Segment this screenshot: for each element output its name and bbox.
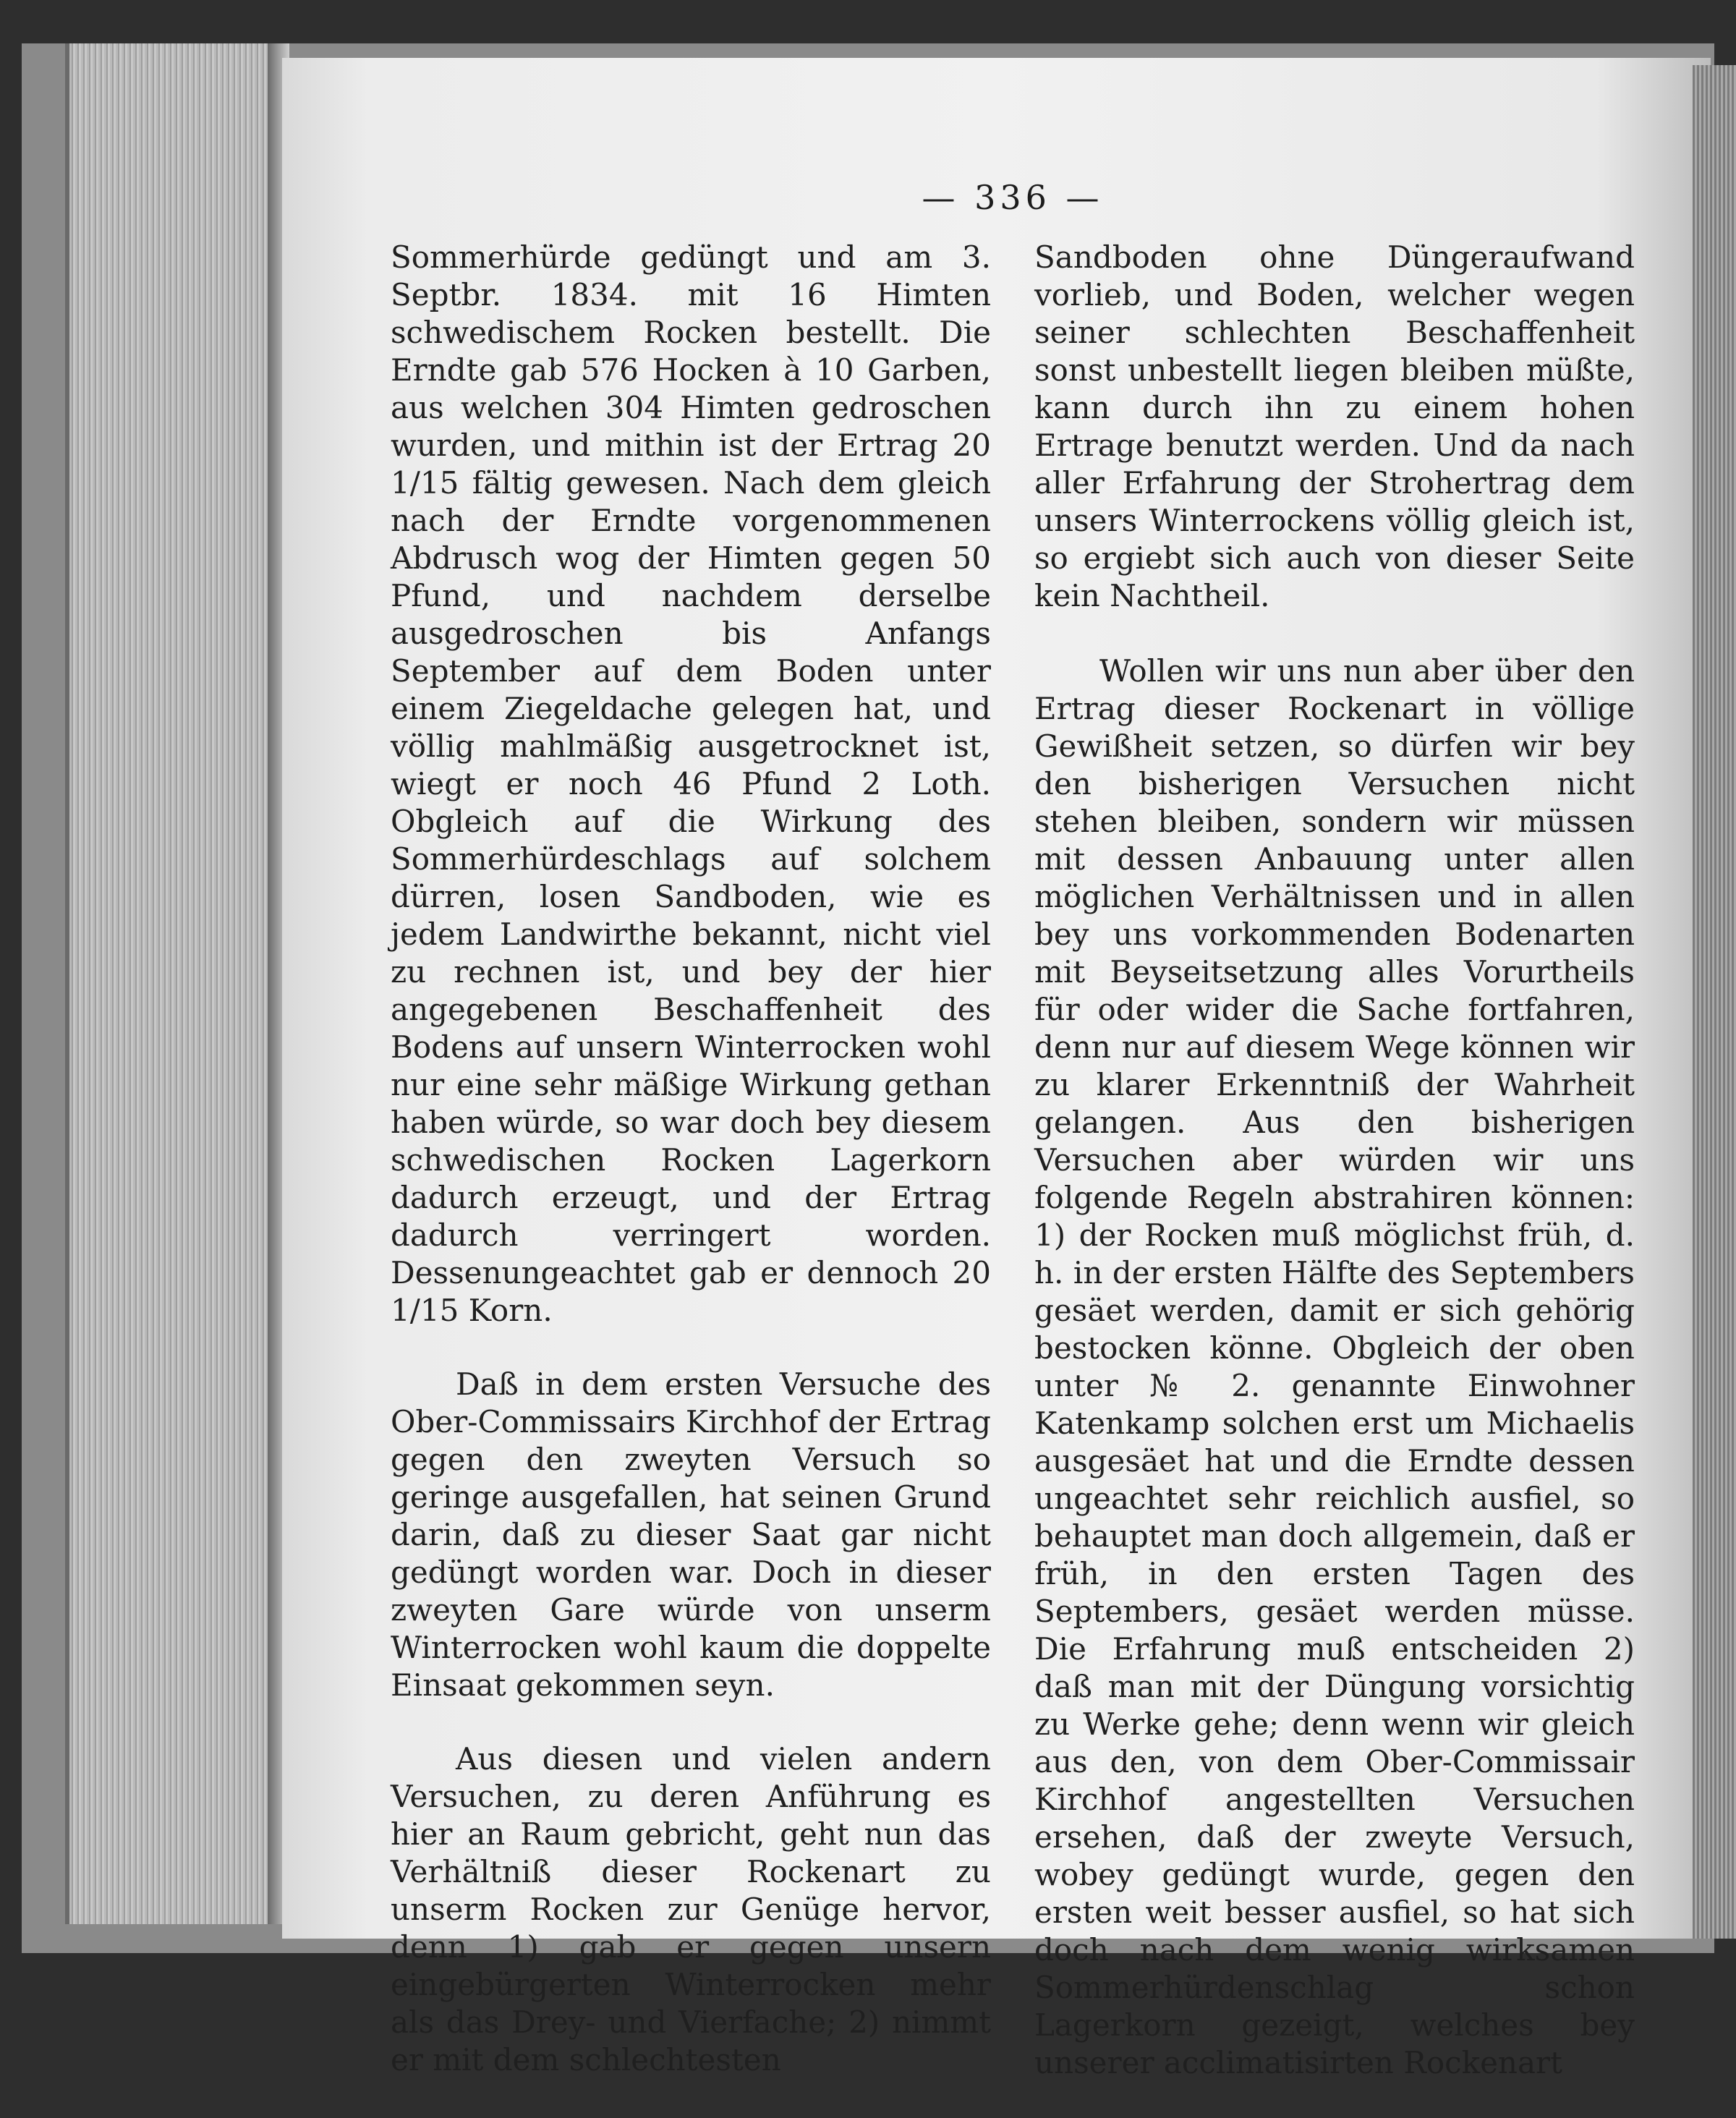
paragraph: Wollen wir uns nun aber über den Ertrag dieser Rockenart in völlige Gewißheit setzen, so dürfen wir bey den bisherigen Versuchen nicht stehen bleiben, sondern wir müssen mit dessen Anbauung unter allen möglichen Verhältnissen und in allen bey uns vorkommenden Bodenarten mit Beyseitsetzung alles Vorurtheils für oder wider die Sache fortfahren, denn nur auf diesem Wege können wir zu klarer Erkenntniß der Wahrheit gelangen. Aus den bisherigen Versuchen aber würden wir uns folgende Regeln abstrahiren können: 1) der Rocken muß möglichst früh, d. h. in der ersten Hälfte des Septembers gesäet werden, damit er sich gehörig bestocken könne. Obgleich der oben unter № 2. genannte Einwohner Katenkamp solchen erst um Michaelis ausgesäet hat und die Erndte dessen ungeachtet sehr reichlich ausfiel, so behauptet man doch allgemein, daß er früh, in den ersten Tagen des Septembers, gesäet werden müsse. Die Erfahrung muß entscheiden 2) daß man mit der Düngung vorsichtig zu Werke gehe; denn wenn wir gleich aus den, von dem Ober-Commissair Kirchhof angestellten Versuchen ersehen, daß der zweyte Versuch, wobey gedüngt wurde, gegen den ersten weit besser ausfiel, so hat sich doch nach dem wenig wirksamen Sommerhürdenschlag schon Lagerkorn gezeigt, welches bey unserer acclimatisirten Rockenart [1034, 653, 1635, 2080]
right-page-edge [1693, 65, 1736, 1939]
paragraph: Daß in dem ersten Versuche des Ober-Commissairs Kirchhof der Ertrag gegen den zweyten Versuch so geringe ausgefallen, hat seinen Grund darin, daß zu dieser Saat gar nicht gedüngt worden war. Doch in dieser zweyten Gare würde von unserm Winterrocken wohl kaum die doppelte Einsaat gekommen seyn. [391, 1366, 991, 1703]
page-number: — 336 — [922, 178, 1104, 217]
paragraph: Sommerhürde gedüngt und am 3. Septbr. 1834. mit 16 Himten schwedischem Rocken bestellt. Die Erndte gab 576 Hocken à 10 Garben, aus welchen 304 Himten gedroschen wurden, und mithin ist der Ertrag 20 1/15 fältig gewesen. Nach dem gleich nach der Erndte vorgenommenen Abdrusch wog der Himten gegen 50 Pfund, und nachdem derselbe ausgedroschen bis Anfangs September auf dem Boden unter einem Ziegeldache gelegen hat, und völlig mahlmäßig ausgetrocknet ist, wiegt er noch 46 Pfund 2 Loth. Obgleich auf die Wirkung des Sommerhürdeschlags auf solchem dürren, losen Sandboden, wie es jedem Landwirthe bekannt, nicht viel zu rechnen ist, und bey der hier angegebenen Beschaffenheit des Bodens auf unsern Winterrocken wohl nur eine sehr mäßige Wirkung gethan haben würde, so war doch bey diesem schwedischen Rocken Lagerkorn dadurch erzeugt, und der Ertrag dadurch verringert worden. Dessenungeachtet gab er dennoch 20 1/15 Korn. [391, 239, 991, 1328]
paragraph: Sandboden ohne Düngeraufwand vorlieb, und Boden, welcher wegen seiner schlechten Beschaffenheit sonst unbestellt liegen bleiben müßte, kann durch ihn zu einem hohen Ertrage benutzt werden. Und da nach aller Erfahrung der Strohertrag dem unsers Winterrockens völlig gleich ist, so ergiebt sich auch von dieser Seite kein Nachtheil. [1034, 239, 1635, 613]
right-column [1034, 239, 1635, 2118]
page-block-edges [65, 43, 272, 1924]
left-column [391, 239, 991, 2115]
paragraph: Aus diesen und vielen andern Versuchen, zu deren Anführung es hier an Raum gebricht, geht nun das Verhältniß dieser Rockenart zu unserm Rocken zur Genüge hervor, denn 1) gab er gegen unsern eingebürgerten Winterrocken mehr als das Drey- und Vierfache; 2) nimmt er mit dem schlechtesten [391, 1741, 991, 2077]
